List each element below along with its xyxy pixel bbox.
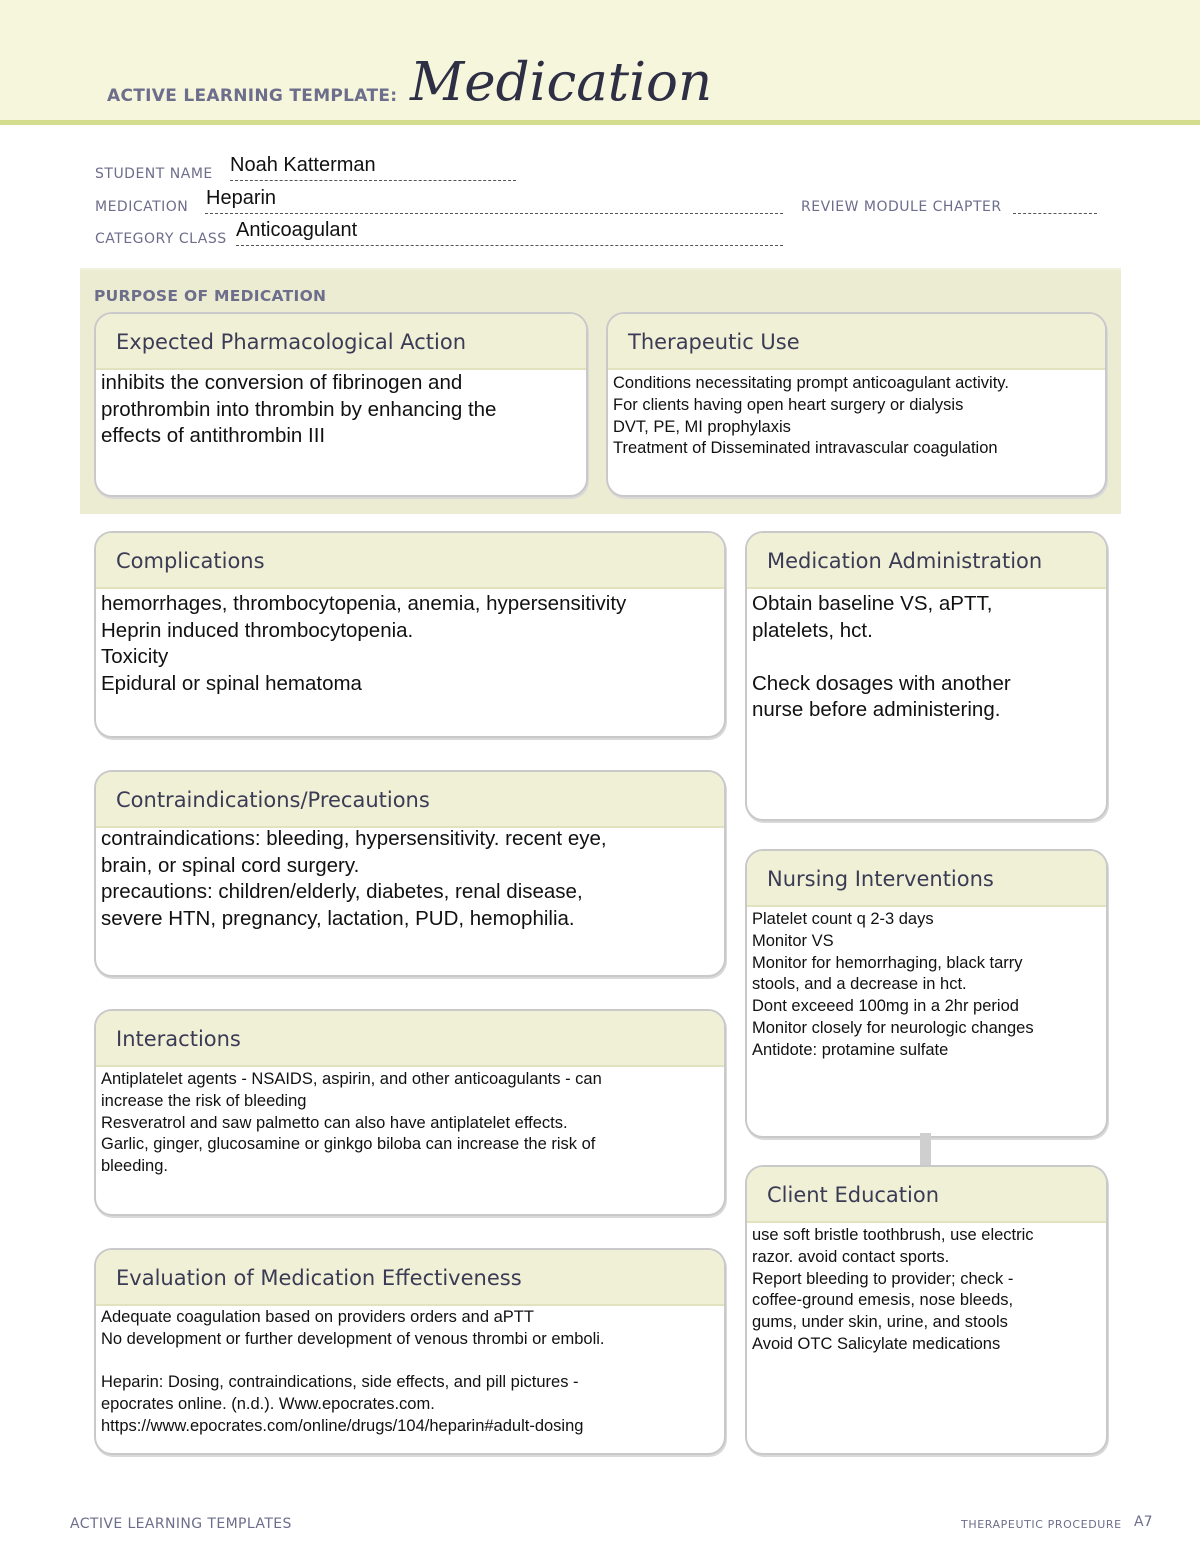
medication-label: MEDICATION — [95, 199, 189, 215]
interactions-title: Interactions — [116, 1027, 241, 1051]
category-class-value[interactable]: Anticoagulant — [236, 219, 358, 241]
therapeutic-use-title: Therapeutic Use — [628, 330, 800, 354]
evaluation-header — [96, 1250, 724, 1306]
client-education-text[interactable]: use soft bristle toothbrush, use electric razor. avoid contact sports. Report bleeding to provider; check - coffee-ground emesis, nose bleeds, gums, under skin, urine, and stools Avoid OTC Salicylate medications — [752, 1226, 1034, 1353]
box-connector — [920, 1133, 931, 1165]
evaluation-title: Evaluation of Medication Effectiveness — [116, 1266, 522, 1290]
complications-box — [94, 531, 726, 738]
administration-text[interactable]: Obtain baseline VS, aPTT, platelets, hct. Check dosages with another nurse before administering. — [752, 592, 1011, 721]
evaluation-box — [94, 1248, 726, 1455]
administration-header — [747, 533, 1106, 589]
administration-title: Medication Administration — [767, 549, 1043, 573]
client-education-header — [747, 1167, 1106, 1223]
student-name-label: STUDENT NAME — [95, 166, 213, 182]
category-class-underline — [236, 245, 783, 246]
nursing-interventions-header — [747, 851, 1106, 907]
purpose-label: PURPOSE OF MEDICATION — [94, 287, 327, 305]
template-label: ACTIVE LEARNING TEMPLATE: — [107, 86, 398, 106]
medication-underline — [205, 213, 783, 214]
footer-page-number: A7 — [1134, 1514, 1153, 1530]
template-title: Medication — [410, 52, 713, 113]
therapeutic-use-text[interactable]: Conditions necessitating prompt anticoagulant activity. For clients having open heart surgery or dialysis DVT, PE, MI prophylaxis Treatment of Disseminated intravascular coagulation — [613, 374, 1009, 458]
complications-title: Complications — [116, 549, 265, 573]
client-education-title: Client Education — [767, 1183, 940, 1207]
nursing-interventions-title: Nursing Interventions — [767, 867, 994, 891]
nursing-interventions-text[interactable]: Platelet count q 2-3 days Monitor VS Monitor for hemorrhaging, black tarry stools, and a decrease in hct. Dont exceeed 100mg in a 2hr period Monitor closely for neurologic changes Antidote: protamine sulfate — [752, 910, 1034, 1059]
review-module-field — [801, 199, 1002, 215]
complications-header — [96, 533, 724, 589]
expected-action-box — [94, 312, 588, 497]
client-education-box — [745, 1165, 1108, 1455]
nursing-interventions-box — [745, 849, 1108, 1138]
interactions-box — [94, 1009, 726, 1216]
complications-text[interactable]: hemorrhages, thrombocytopenia, anemia, hypersensitivity Heprin induced thrombocytopenia. Toxicity Epidural or spinal hematoma — [101, 592, 627, 695]
interactions-text[interactable]: Antiplatelet agents - NSAIDS, aspirin, and other anticoagulants - can increase the risk of bleeding Resveratrol and saw palmetto can also have antiplatelet effects. Garlic, ginger, glucosamine or ginkgo biloba can increase the risk of bleeding. — [101, 1070, 602, 1176]
evaluation-text[interactable]: Adequate coagulation based on providers orders and aPTT No development or further development of venous thrombi or emboli. Heparin: Dosing, contraindications, side effects, and pill pictures - epocrates online. (n.d.). Www.epocrates.com. https://www.epocrates.com/online/drugs/104/heparin#adult-dosing — [101, 1308, 605, 1435]
student-name-field — [95, 154, 376, 182]
contraindications-title: Contraindications/Precautions — [116, 788, 430, 812]
header-divider — [0, 120, 1200, 125]
contraindications-box — [94, 770, 726, 977]
footer-right-text: THERAPEUTIC PROCEDURE — [961, 1518, 1122, 1531]
student-name-underline — [230, 180, 516, 181]
contraindications-text[interactable]: contraindications: bleeding, hypersensitivity. recent eye, brain, or spinal cord surgery. precautions: children/elderly, diabetes, renal disease, severe HTN, pregnancy, lactation, PUD, hemophilia. — [101, 827, 607, 930]
contraindications-header — [96, 772, 724, 828]
expected-action-header — [96, 314, 586, 370]
expected-action-text[interactable]: inhibits the conversion of fibrinogen and prothrombin into thrombin by enhancing the effects of antithrombin III — [101, 371, 497, 447]
medication-value[interactable]: Heparin — [206, 187, 277, 209]
therapeutic-use-box — [606, 312, 1107, 497]
category-class-label: CATEGORY CLASS — [95, 231, 227, 247]
category-class-field — [95, 219, 358, 247]
review-module-underline — [1013, 213, 1097, 214]
expected-action-title: Expected Pharmacological Action — [116, 330, 467, 354]
footer-left-text: ACTIVE LEARNING TEMPLATES — [70, 1516, 292, 1532]
medication-field — [95, 187, 277, 215]
student-name-value[interactable]: Noah Katterman — [230, 154, 376, 176]
interactions-header — [96, 1011, 724, 1067]
therapeutic-use-header — [608, 314, 1105, 370]
administration-box — [745, 531, 1108, 821]
review-module-label: REVIEW MODULE CHAPTER — [801, 199, 1002, 215]
